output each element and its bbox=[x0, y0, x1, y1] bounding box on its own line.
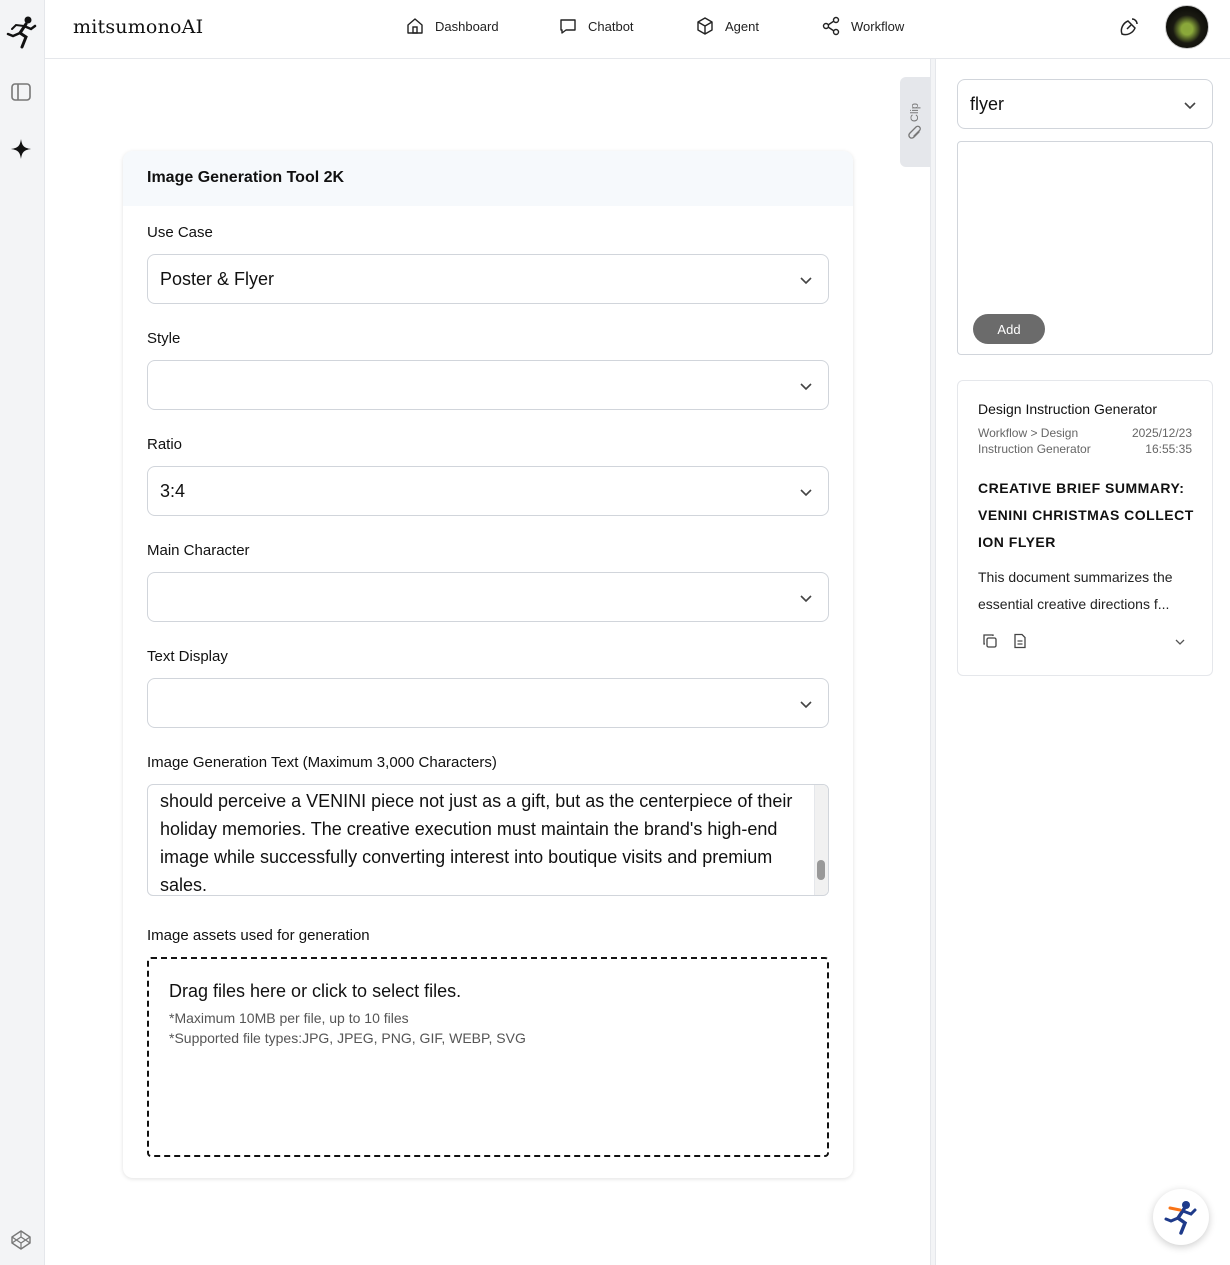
chevron-down-icon bbox=[798, 696, 814, 712]
cube-icon bbox=[695, 16, 715, 36]
home-icon bbox=[405, 16, 425, 36]
text-display-label: Text Display bbox=[147, 648, 228, 665]
chevron-down-icon bbox=[798, 272, 814, 288]
chat-icon bbox=[558, 16, 578, 36]
ratio-value: 3:4 bbox=[160, 480, 186, 501]
left-rail bbox=[0, 0, 45, 1265]
clip-category-select[interactable] bbox=[957, 79, 1213, 129]
dropzone-title: Drag files here or click to select files. bbox=[169, 981, 462, 1001]
result-breadcrumb: Workflow > Design Instruction Generator bbox=[978, 426, 1091, 456]
dropzone-types-note: *Supported file types:JPG, JPEG, PNG, GIF, WEBP, SVG bbox=[169, 1030, 526, 1046]
runner-mascot-icon bbox=[1162, 1198, 1200, 1236]
dropzone-size-note: *Maximum 10MB per file, up to 10 files bbox=[169, 1010, 409, 1026]
brand-name[interactable]: mitsumonoAI bbox=[73, 16, 204, 38]
satellite-dish-icon[interactable] bbox=[1117, 15, 1141, 39]
style-select[interactable] bbox=[147, 360, 829, 410]
result-excerpt: This document summarizes the essential creative directions f... bbox=[978, 569, 1173, 612]
main-character-label: Main Character bbox=[147, 542, 250, 559]
user-avatar[interactable] bbox=[1165, 5, 1209, 49]
clip-category-value: flyer bbox=[970, 93, 1005, 114]
panel-resize-handle[interactable] bbox=[930, 59, 936, 1265]
chevron-down-icon bbox=[798, 378, 814, 394]
generation-text-value: should perceive a VENINI piece not just as a gift, but as the centerpiece of their holiday memories. The creative execution must maintain the brand's high-end image while successfully converting interest into boutique visits and premium sales. bbox=[160, 791, 793, 895]
textarea-scrollbar[interactable] bbox=[814, 785, 828, 896]
use-case-label: Use Case bbox=[147, 224, 213, 241]
runner-logo-icon[interactable] bbox=[4, 14, 40, 50]
copy-icon[interactable] bbox=[982, 633, 998, 649]
image-generation-form bbox=[123, 151, 853, 1178]
document-icon[interactable] bbox=[1012, 633, 1028, 649]
chevron-down-icon bbox=[1182, 97, 1198, 113]
clip-note-input[interactable] bbox=[957, 141, 1213, 355]
result-heading: CREATIVE BRIEF SUMMARY: VENINI CHRISTMAS COLLECTION FLYER bbox=[978, 480, 1194, 550]
paperclip-icon bbox=[908, 125, 922, 141]
ratio-select[interactable] bbox=[147, 466, 829, 516]
result-timestamp: 2025/12/23 16:55:35 bbox=[1131, 426, 1192, 456]
chevron-down-icon bbox=[798, 590, 814, 606]
form-title: Image Generation Tool 2K bbox=[123, 151, 853, 206]
nav-workflow[interactable] bbox=[821, 16, 904, 36]
scrollbar-thumb[interactable] bbox=[817, 860, 825, 880]
use-case-select[interactable] bbox=[147, 254, 829, 304]
nav-agent[interactable] bbox=[695, 16, 759, 36]
ratio-label: Ratio bbox=[147, 436, 183, 453]
assistant-fab-button[interactable] bbox=[1153, 1189, 1209, 1245]
result-actions bbox=[982, 633, 1028, 649]
file-dropzone[interactable] bbox=[147, 957, 829, 1157]
add-button[interactable]: Add bbox=[973, 314, 1045, 344]
generation-text-label: Image Generation Text (Maximum 3,000 Characters) bbox=[147, 754, 497, 771]
sparkle-icon[interactable] bbox=[9, 137, 33, 161]
nav-dashboard[interactable] bbox=[405, 16, 499, 36]
main-character-select[interactable] bbox=[147, 572, 829, 622]
share-icon bbox=[821, 16, 841, 36]
text-display-select[interactable] bbox=[147, 678, 829, 728]
nav-chatbot[interactable] bbox=[558, 16, 634, 36]
clip-result-card bbox=[957, 380, 1213, 676]
codepen-icon[interactable] bbox=[9, 1228, 33, 1252]
clip-tab[interactable] bbox=[900, 77, 930, 167]
chevron-down-icon[interactable] bbox=[1174, 636, 1186, 648]
result-title: Design Instruction Generator bbox=[978, 401, 1157, 417]
nav-dashboard-label: Dashboard bbox=[435, 18, 499, 34]
nav-chatbot-label: Chatbot bbox=[588, 18, 634, 34]
chevron-down-icon bbox=[798, 484, 814, 500]
top-header bbox=[45, 0, 1230, 59]
generation-text-input[interactable] bbox=[147, 784, 829, 896]
nav-agent-label: Agent bbox=[725, 18, 759, 34]
nav-workflow-label: Workflow bbox=[851, 18, 905, 34]
clip-label: Clip bbox=[909, 102, 921, 122]
assets-label: Image assets used for generation bbox=[147, 927, 370, 944]
style-label: Style bbox=[147, 330, 181, 347]
use-case-value: Poster & Flyer bbox=[160, 268, 275, 289]
sidebar-toggle-icon[interactable] bbox=[9, 80, 33, 104]
